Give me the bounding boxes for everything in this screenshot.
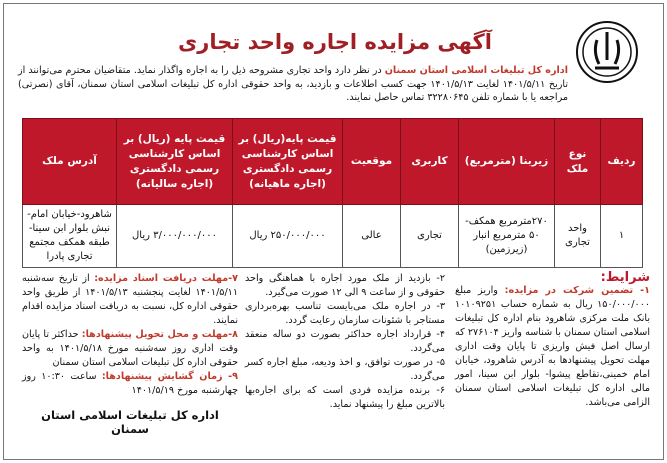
condition-1 (455, 284, 650, 410)
ad-title: آگهی مزایده اجاره واحد تجاری (178, 30, 492, 54)
cell-location: عالی (343, 205, 401, 268)
conditions-heading: شرایط: (600, 270, 650, 285)
header-row-number: ردیف (601, 119, 643, 205)
intro-lead: اداره کل تبلیغات اسلامی استان سمنان (384, 65, 568, 76)
condition-4: ۴- قرارداد اجاره حداکثر بصورت دو ساله منعقد می‌گردد. (245, 329, 445, 354)
condition-6: ۶- برنده مزایده فردی است که برای اجاره‌بها بالاترین مبلغ را پیشنهاد نماید. (245, 385, 445, 410)
header-monthly-price: قیمت پایه(ریال) بر اساس کارشناسی رسمی دادگستری (اجاره ماهیانه) (233, 119, 343, 205)
condition-8-text: حداکثر تا پایان وقت اداری روز سه‌شنبه مورخ ۱۴۰۱/۵/۱۸ به واحد حقوقی اداره کل تبلیغات اسلامی استان سمنان (22, 329, 238, 368)
table-header-row (23, 119, 643, 205)
emblem-icon (575, 20, 639, 84)
header-address: آدرس ملک (23, 119, 117, 205)
condition-9-label: ۹- زمان گشایش پیشنهادها: (101, 371, 238, 382)
condition-5: ۵- در صورت توافق، و اخذ ودیعه، مبلغ اجاره کسر می‌گردد. (245, 357, 445, 382)
cell-usage: تجاری (401, 205, 459, 268)
property-table (22, 118, 643, 268)
intro-paragraph (18, 64, 568, 105)
intro-text: در نظر دارد واحد تجاری مشروحه ذیل را به اجاره واگذار نماید. متقاضیان محترم می‌توانند از تاریخ ۱۴۰۱/۵/۱۱ لغایت ۱۴۰۱/۵/۱۳ جهت کسب اطلاعات و بازدید، به واحد حقوقی اداره کل تبلیغات اسلامی استان سمنان، آقای (نصرتی) مراجعه یا با شماره تلفن ۳۲۲۸۰۶۴۵ تماس حاصل نمایند. (18, 65, 569, 103)
condition-1-text: واریز مبلغ ۱۵۰/۰۰۰/۰۰۰ ریال به شماره حساب ۱۰۱۰۹۲۵۱ بانک ملت مرکزی شاهرود بنام اداره کل تبلیغات اسلامی استان سمنان با شناسه واریز ۲۷۶۱۰۴ که ارسال اصل فیش واریزی تا پایان وقت اداری مهلت تحویل پیشنهادها به آدرس شاهرود، خیابان امام خمینی،تقاطع پیشوا- بلوار ابن سینا، امور مالی اداره کل تبلیغات اسلامی استان سمنان الزامی می‌باشد. (455, 285, 650, 408)
header-property-type: نوع ملک (555, 119, 601, 205)
header-usage: کاربری (401, 119, 459, 205)
cell-monthly-price: ۲۵۰/۰۰۰/۰۰۰ ریال (233, 205, 343, 268)
condition-2: ۲- بازدید از ملک مورد اجاره با هماهنگی واحد حقوقی و از ساعت ۹ الی ۱۲ صورت می‌گیرد. (245, 273, 445, 298)
condition-7-label: ۷-مهلت دریافت اسناد مزایده: (94, 273, 238, 284)
condition-3: ۳- در اجاره ملک می‌بایست تناسب بهره‌برداری مستاجر با شئونات سازمان رعایت گردد. (245, 301, 445, 326)
cell-property-type: واحد تجاری (555, 205, 601, 268)
header-yearly-price: قیمت پایه (ریال) بر اساس کارشناسی رسمی دادگستری (اجاره سالیانه) (117, 119, 233, 205)
condition-9 (22, 370, 238, 398)
left-conditions (22, 272, 238, 398)
header-location: موقعیت (343, 119, 401, 205)
header-area: زیربنا (مترمربع) (459, 119, 555, 205)
condition-1-label: ۱- تضمین شرکت در مزایده: (504, 285, 650, 296)
condition-9-text: ساعت ۱۰:۳۰ روز چهارشنبه مورخ ۱۴۰۱/۵/۱۹ (22, 371, 238, 396)
table-row (23, 205, 643, 268)
condition-7-text: از تاریخ سه‌شنبه ۱۴۰۱/۵/۱۱ لغایت پنجشنبه ۱۴۰۱/۵/۱۳ از طریق واحد حقوقی اداره کل، نسبت به دریافت اسناد مزایده اقدام نمایند. (22, 273, 238, 326)
condition-7 (22, 272, 238, 328)
cell-yearly-price: ۳/۰۰۰/۰۰۰/۰۰۰ ریال (117, 205, 233, 268)
condition-8 (22, 328, 238, 370)
cell-address: شاهرود-خیابان امام- نبش بلوار ابن سینا- طبقه همکف مجتمع تجاری پادرا (23, 205, 117, 268)
condition-8-label: ۸-مهلت و محل تحویل پیشنهادها: (81, 329, 238, 340)
middle-conditions (245, 272, 445, 412)
cell-area: ۲۷۰مترمربع همکف- ۵۰ مترمربع انبار (زیرزمین) (459, 205, 555, 268)
signature: اداره کل تبلیغات اسلامی استان سمنان (41, 408, 219, 436)
cell-row-number: ۱ (601, 205, 643, 268)
